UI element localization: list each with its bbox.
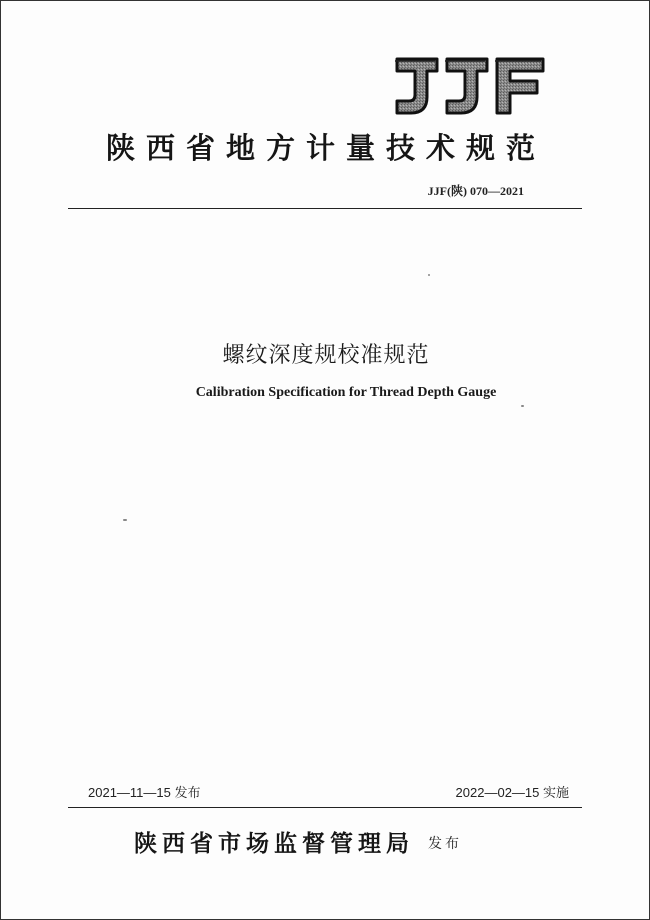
logo-letter-j2 [445,59,487,113]
document-subtitle-english: Calibration Specification for Thread Depth Gauge [195,385,497,400]
issuing-authority: 陕西省市场监督管理局 [134,831,414,857]
standard-code: JJF(陕) 070—2021 [427,184,524,198]
implement-date: 2022—02—15 实施 [455,785,569,800]
issue-label: 发布 [428,836,462,852]
scan-speck [521,405,524,407]
header-divider [68,208,582,209]
jjf-logo [389,53,549,121]
issuer-block [134,825,462,858]
scan-speck [123,519,127,521]
document-title: 螺纹深度规校准规范 [222,343,430,368]
scan-speck [428,274,430,276]
publish-date: 2021—11—15 发布 [88,785,201,800]
logo-letter-f [495,59,543,113]
standard-category-title: 陕西省地方计量技术规范 [105,131,546,165]
footer-divider [68,807,582,808]
logo-letter-j1 [395,59,437,113]
